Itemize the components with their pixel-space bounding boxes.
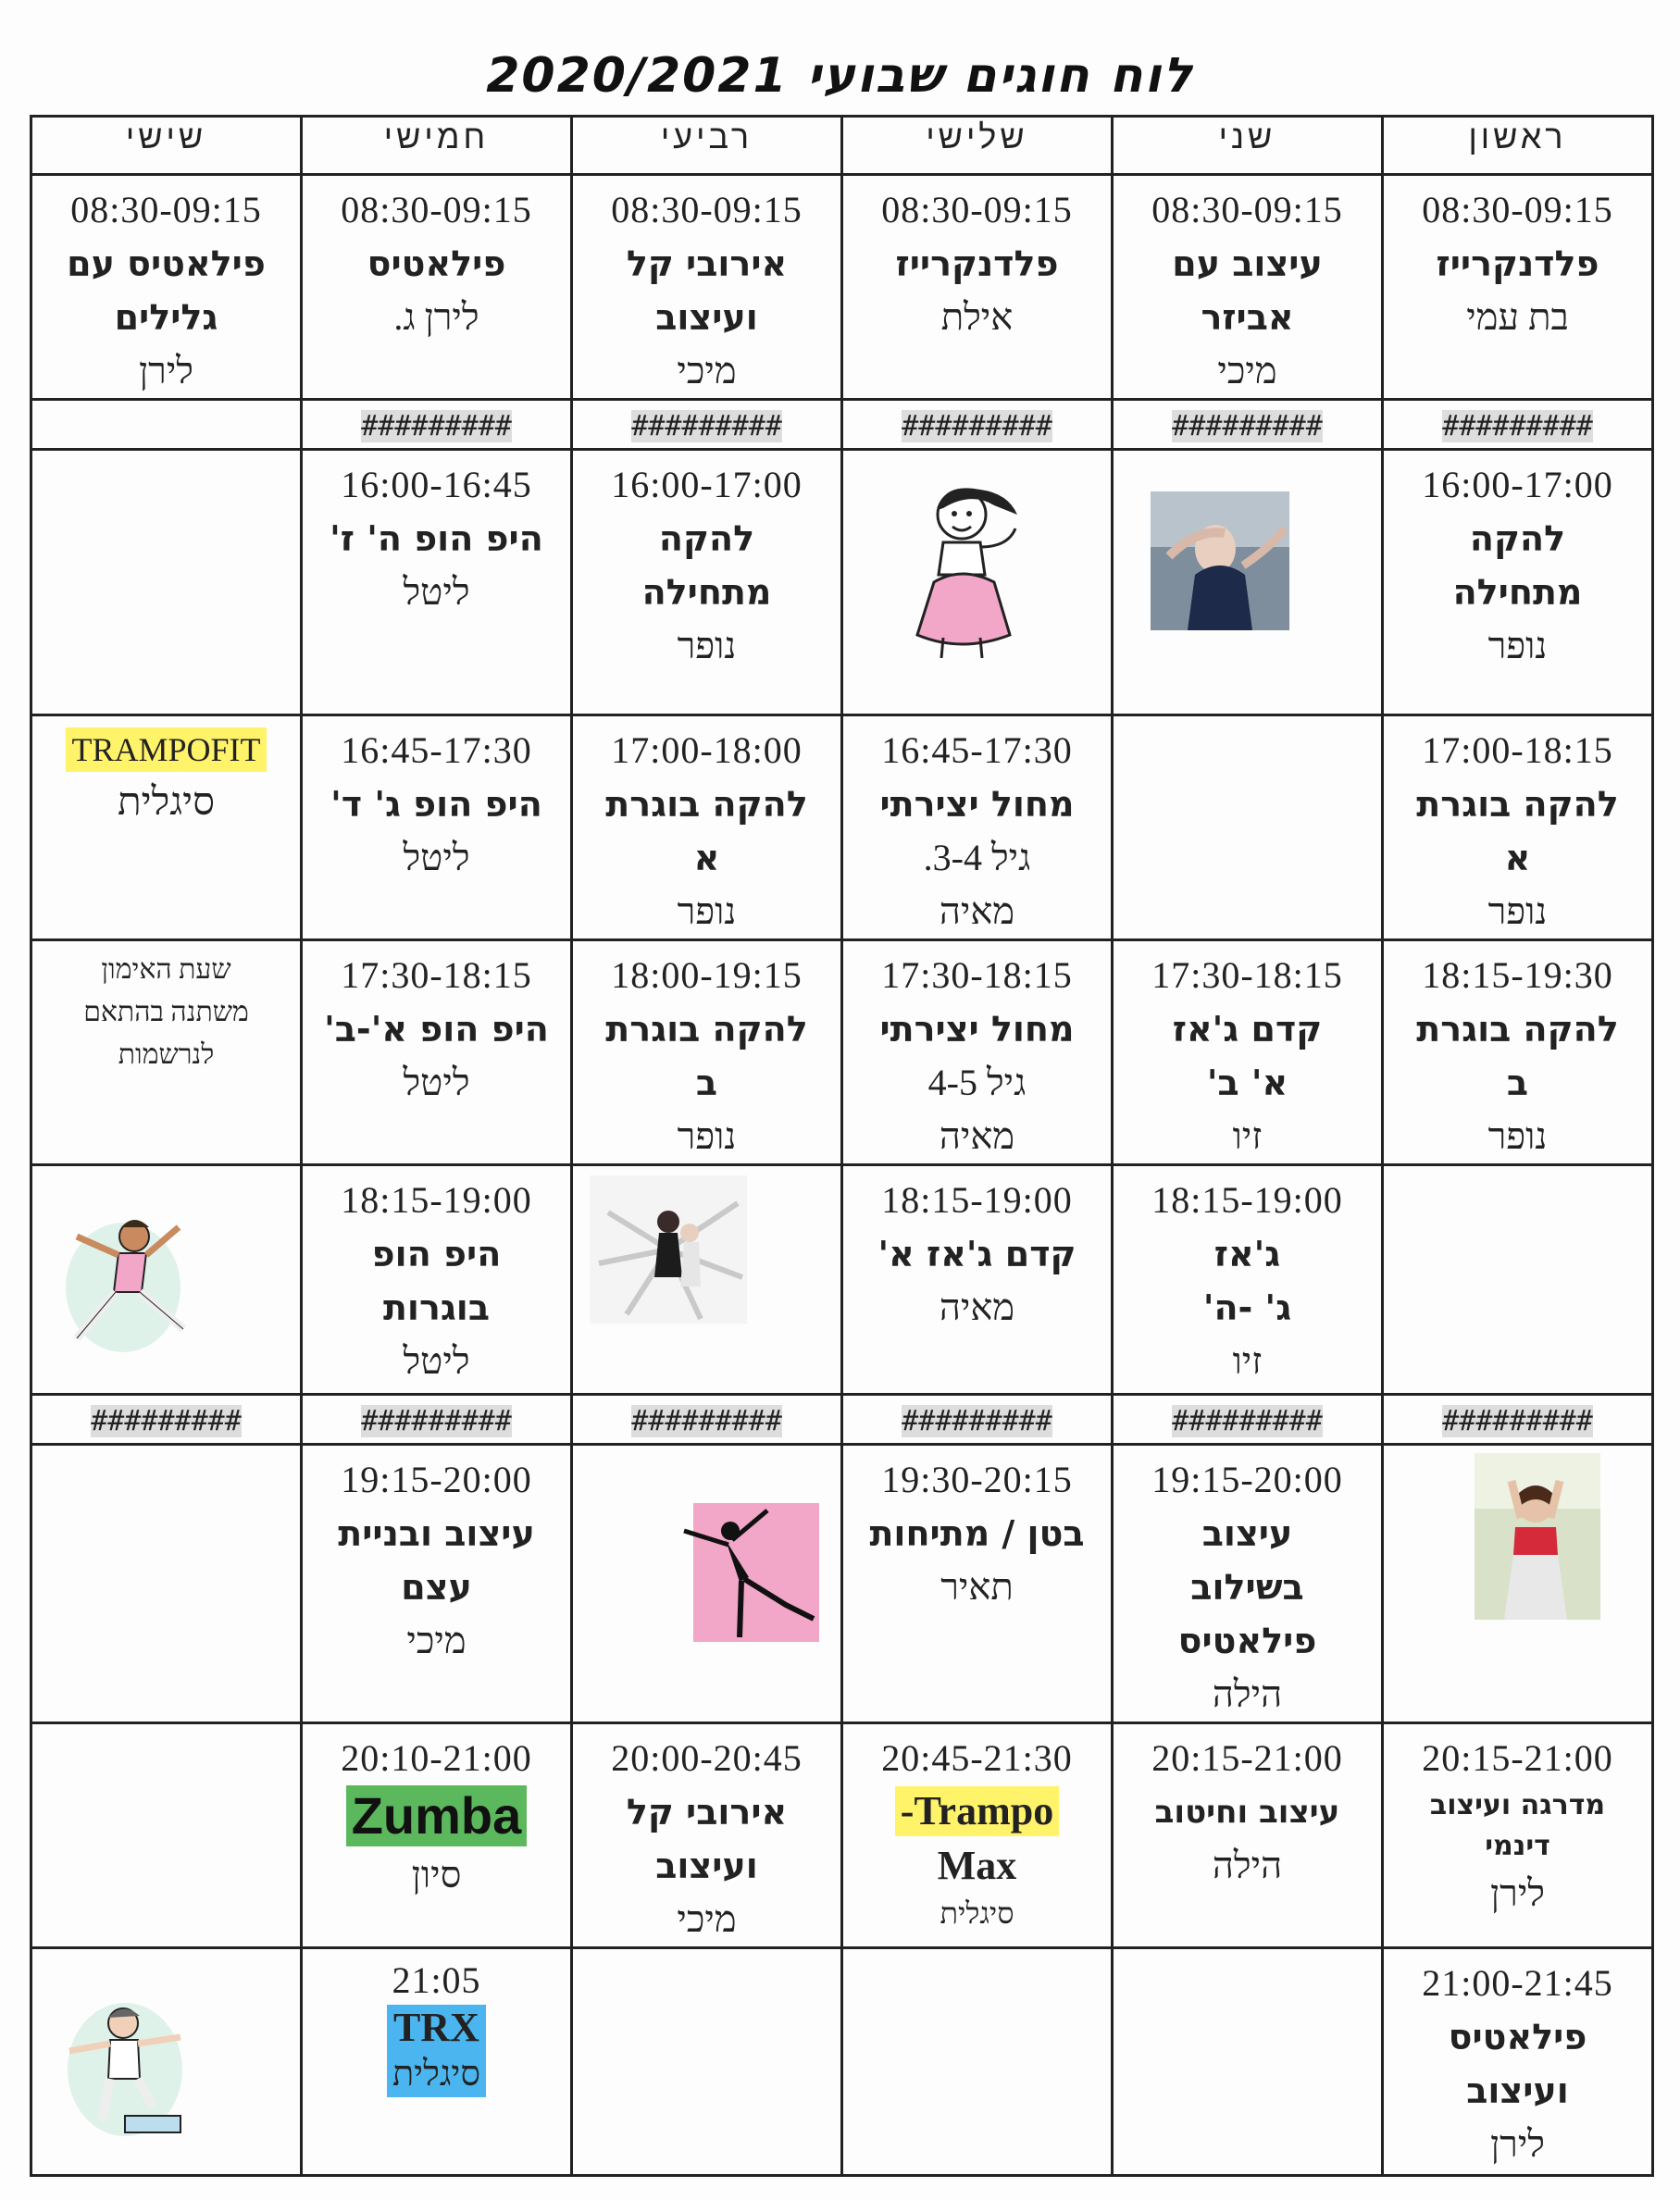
slot-thu-morning: [302, 175, 572, 400]
day-monday: שני: [1113, 117, 1383, 175]
separator-cell: [842, 1395, 1113, 1445]
slot-wed: [572, 715, 842, 940]
slot-teacher: מאיה: [939, 1115, 1015, 1157]
day-wednesday: רביעי: [572, 117, 842, 175]
slot-time: 08:30-09:15: [70, 189, 262, 230]
slot-tue: [842, 715, 1113, 940]
belly-dancer-cartoon: [906, 473, 1045, 667]
schedule-row-morning: [31, 175, 1653, 400]
slot-activity: להקה בוגרת: [1416, 1009, 1619, 1050]
slot-sun-morning: [1383, 175, 1653, 400]
page-title: לוח חוגים שבועי 2020/2021: [486, 48, 1194, 104]
slot-time: 08:30-09:15: [341, 189, 532, 230]
separator-hash: #########: [1172, 1405, 1323, 1437]
slot-activity-line2: עצם: [401, 1567, 472, 1608]
slot-teacher: מיכי: [677, 350, 737, 392]
slot-teacher: מאיה: [939, 890, 1015, 932]
slot-activity-line2: ב: [1506, 1063, 1529, 1103]
slot-fri-morning: [31, 175, 302, 400]
slot-mon: [1113, 1948, 1383, 2176]
header-row: [31, 117, 1653, 175]
slot-teacher: לירן: [1489, 2123, 1546, 2165]
slot-mon-morning: [1113, 175, 1383, 400]
slot-time: 16:45-17:30: [341, 729, 532, 771]
slot-tue: [842, 1948, 1113, 2176]
slot-teacher: נופר: [1487, 1115, 1548, 1157]
slot-thu: [302, 1948, 572, 2176]
separator-hash: #########: [361, 410, 512, 442]
separator-cell: [31, 1395, 302, 1445]
slot-teacher: מיכי: [677, 1898, 737, 1940]
slot-wed: [572, 1948, 842, 2176]
slot-sun: [1383, 1445, 1653, 1723]
slot-activity-line2: מתחילה: [1452, 572, 1583, 613]
slot-sun: [1383, 1165, 1653, 1395]
slot-teacher: אילת: [940, 296, 1014, 338]
slot-activity: להקה בוגרת: [605, 784, 808, 825]
slot-activity-line3: פילאטיס: [1177, 1621, 1317, 1661]
slot-activity: קדם ג'אז א': [877, 1234, 1076, 1274]
separator-hash: #########: [631, 1405, 782, 1437]
note-line: שעת האימון: [101, 954, 231, 985]
slot-teacher: סיגלית: [117, 781, 216, 824]
slot-activity: בטן / מתיחות: [869, 1513, 1085, 1554]
slot-age: גיל 4-5: [927, 1062, 1027, 1103]
slot-activity: קדם ג'אז: [1172, 1009, 1323, 1050]
slot-mon: [1113, 1723, 1383, 1948]
dance-couple-photo: [590, 1175, 747, 1324]
slot-time: 08:30-09:15: [881, 189, 1073, 230]
day-friday: שישי: [31, 117, 302, 175]
separator-cell: [302, 1395, 572, 1445]
separator-hash: #########: [1442, 410, 1593, 442]
separator-hash: #########: [902, 1405, 1052, 1437]
slot-teacher: זיו: [1232, 1115, 1263, 1157]
schedule-row: [31, 715, 1653, 940]
separator-cell: [572, 400, 842, 450]
separator-row: [31, 400, 1653, 450]
slot-teacher: הילה: [1212, 1673, 1283, 1715]
slot-time: 17:30-18:15: [341, 954, 532, 996]
slot-teacher: נופר: [677, 890, 737, 932]
slot-fri: [31, 1165, 302, 1395]
separator-row: [31, 1395, 1653, 1445]
slot-sun: [1383, 1948, 1653, 2176]
slot-teacher: נופר: [1487, 625, 1548, 666]
slot-time: 18:00-19:15: [611, 954, 803, 996]
slot-tue: [842, 1165, 1113, 1395]
separator-cell: [302, 400, 572, 450]
slot-tue-morning: [842, 175, 1113, 400]
slot-activity: עיצוב וחיטוב: [1154, 1794, 1340, 1831]
schedule-row: [31, 1948, 1653, 2176]
slot-time: 17:30-18:15: [1151, 954, 1343, 996]
slot-activity: להקה בוגרת: [605, 1009, 808, 1050]
schedule-row: [31, 1723, 1653, 1948]
slot-time: 08:30-09:15: [1422, 189, 1613, 230]
slot-time: 16:00-16:45: [341, 464, 532, 505]
slot-activity: היפ הופ א'-ב': [324, 1009, 549, 1050]
slot-wed: [572, 1165, 842, 1395]
slot-sun: [1383, 450, 1653, 715]
slot-activity-line2: א: [693, 838, 720, 878]
slot-activity-line2: גלילים: [114, 297, 218, 338]
separator-hash: #########: [361, 1405, 512, 1437]
slot-time: 19:30-20:15: [881, 1459, 1073, 1500]
step-aerobics-cartoon: [51, 1986, 199, 2144]
slot-teacher: מיכי: [1217, 350, 1277, 392]
slot-activity-line2: ועיצוב: [655, 297, 758, 338]
slot-mon: [1113, 715, 1383, 940]
slot-activity-line2: ועיצוב: [1466, 2070, 1569, 2111]
trampofit-badge: TRAMPOFIT: [66, 727, 266, 772]
slot-time: 17:00-18:00: [611, 729, 803, 771]
slot-activity-line2: ועיצוב: [655, 1846, 758, 1886]
slot-thu: [302, 450, 572, 715]
separator-hash: #########: [91, 1405, 242, 1437]
separator-cell: [1113, 1395, 1383, 1445]
slot-fri: [31, 1723, 302, 1948]
separator-hash: #########: [902, 410, 1052, 442]
schedule-row: [31, 1445, 1653, 1723]
slot-wed-morning: [572, 175, 842, 400]
slot-time: 08:30-09:15: [1151, 189, 1343, 230]
dancer-silhouette-pink: [675, 1503, 819, 1642]
slot-teacher: ליטל: [403, 571, 470, 613]
slot-time: 21:05: [392, 1959, 481, 2001]
slot-fri: [31, 1948, 302, 2176]
slot-activity: מחול יצירתי: [879, 784, 1075, 825]
slot-teacher: נופר: [1487, 890, 1548, 932]
slot-activity-line2: דינמי: [1485, 1830, 1550, 1862]
slot-teacher: נופר: [677, 1115, 737, 1157]
slot-teacher: ליטל: [403, 837, 470, 878]
trampo-max-badge: Trampo-: [895, 1786, 1059, 1836]
slot-activity: פלדנקרייז: [895, 243, 1059, 284]
slot-time: 18:15-19:00: [341, 1179, 532, 1221]
slot-thu: [302, 1723, 572, 1948]
separator-hash: #########: [1442, 1405, 1593, 1437]
slot-teacher: לירן ג.: [393, 296, 479, 338]
trx-badge-box: [387, 2005, 486, 2097]
slot-mon: [1113, 1165, 1383, 1395]
slot-time: 20:15-21:00: [1151, 1737, 1343, 1779]
fitness-woman-photo: [1475, 1453, 1600, 1620]
slot-activity: פילאטיס עם: [67, 243, 266, 284]
slot-activity: מדרגה ועיצוב: [1429, 1789, 1606, 1821]
slot-activity: עיצוב ובניית: [338, 1513, 535, 1554]
slot-sun: [1383, 715, 1653, 940]
schedule-row: [31, 940, 1653, 1165]
day-tuesday: שלישי: [842, 117, 1113, 175]
slot-activity: להקה בוגרת: [1416, 784, 1619, 825]
slot-tue: [842, 940, 1113, 1165]
slot-activity: מחול יצירתי: [879, 1009, 1075, 1050]
slot-activity: עיצוב: [1201, 1513, 1293, 1554]
slot-activity-line2: בשילוב: [1190, 1567, 1304, 1608]
slot-tue: [842, 450, 1113, 715]
slot-time: 16:00-17:00: [1422, 464, 1613, 505]
slot-teacher: הילה: [1212, 1845, 1283, 1886]
slot-activity-line2: בוגרות: [382, 1287, 491, 1328]
day-thursday: חמישי: [302, 117, 572, 175]
day-sunday: ראשון: [1383, 117, 1653, 175]
slot-activity-line2: א' ב': [1206, 1063, 1288, 1103]
slot-wed: [572, 1445, 842, 1723]
slot-activity: פילאטיס: [1448, 2017, 1587, 2057]
slot-wed: [572, 940, 842, 1165]
slot-teacher: לירן: [138, 350, 194, 392]
slot-teacher: סיגלית: [940, 1896, 1014, 1930]
note-line: משתנה בהתאם: [83, 997, 249, 1027]
separator-cell: [31, 400, 302, 450]
slot-sun: [1383, 1723, 1653, 1948]
slot-thu: [302, 1165, 572, 1395]
slot-time: 20:00-20:45: [611, 1737, 803, 1779]
schedule-row: [31, 1165, 1653, 1395]
slot-activity: פילאטיס: [367, 243, 506, 284]
slot-thu: [302, 1445, 572, 1723]
slot-time: 16:00-17:00: [611, 464, 803, 505]
separator-cell: [842, 400, 1113, 450]
slot-activity-line2: אביזר: [1201, 297, 1294, 338]
slot-activity: היפ הופ ג' ד': [330, 784, 542, 825]
slot-time: 21:00-21:45: [1422, 1962, 1613, 2004]
slot-wed: [572, 1723, 842, 1948]
separator-cell: [572, 1395, 842, 1445]
slot-activity: להקה: [1469, 518, 1566, 559]
separator-cell: [1383, 1395, 1653, 1445]
slot-teacher: תאיר: [940, 1566, 1014, 1608]
slot-time: 18:15-19:00: [1151, 1179, 1343, 1221]
slot-activity: עיצוב עם: [1172, 243, 1323, 284]
slot-activity-line2: ג' -ה': [1202, 1287, 1292, 1328]
leaping-dancer-cartoon: [49, 1199, 197, 1357]
slot-teacher: סיגלית: [392, 2055, 481, 2094]
slot-fri: [31, 1445, 302, 1723]
slot-tue: [842, 1445, 1113, 1723]
slot-wed: [572, 450, 842, 715]
slot-activity: פלדנקרייז: [1436, 243, 1599, 284]
slot-teacher: בת עמי: [1466, 296, 1569, 338]
slot-thu: [302, 715, 572, 940]
slot-activity-line2: א: [1504, 838, 1531, 878]
note-line: לנרשמות: [118, 1039, 215, 1070]
slot-time: 16:45-17:30: [881, 729, 1073, 771]
ballet-dancer-photo: [1151, 491, 1289, 630]
slot-tue: [842, 1723, 1113, 1948]
slot-activity: היפ הופ ה' ז': [330, 518, 543, 559]
slot-activity: להקה: [658, 518, 755, 559]
slot-fri: [31, 450, 302, 715]
slot-teacher: ליטל: [403, 1340, 470, 1382]
slot-sun: [1383, 940, 1653, 1165]
separator-hash: #########: [1172, 410, 1323, 442]
slot-activity: היפ הופ: [371, 1234, 502, 1274]
slot-teacher: זיו: [1232, 1340, 1263, 1382]
slot-teacher: מאיה: [939, 1286, 1015, 1328]
slot-time: 19:15-20:00: [341, 1459, 532, 1500]
separator-hash: #########: [631, 410, 782, 442]
slot-fri: [31, 940, 302, 1165]
slot-time: 20:10-21:00: [341, 1737, 532, 1779]
slot-activity: אירובי קל: [626, 1792, 788, 1833]
slot-teacher: סיון: [411, 1854, 462, 1895]
slot-fri: [31, 715, 302, 940]
slot-time: 08:30-09:15: [611, 189, 803, 230]
slot-time: 19:15-20:00: [1151, 1459, 1343, 1500]
zumba-badge: Zumba: [346, 1785, 528, 1846]
slot-time: 17:30-18:15: [881, 954, 1073, 996]
slot-mon: [1113, 1445, 1383, 1723]
slot-time: 17:00-18:15: [1422, 729, 1613, 771]
slot-teacher: לירן: [1489, 1872, 1546, 1914]
slot-thu: [302, 940, 572, 1165]
separator-cell: [1113, 400, 1383, 450]
trampo-max-line2: Max: [937, 1843, 1017, 1888]
slot-time: 18:15-19:00: [881, 1179, 1073, 1221]
schedule-table: [30, 115, 1654, 2177]
slot-teacher: ליטל: [403, 1062, 470, 1103]
trx-badge: TRX: [393, 2005, 479, 2050]
slot-teacher: מיכי: [406, 1620, 467, 1661]
slot-age: גיל 3-4.: [923, 837, 1031, 878]
slot-activity: אירובי קל: [626, 243, 788, 284]
slot-activity-line2: מתחילה: [641, 572, 772, 613]
slot-activity-line2: ב: [695, 1063, 718, 1103]
slot-teacher: נופר: [677, 625, 737, 666]
separator-cell: [1383, 400, 1653, 450]
slot-mon: [1113, 450, 1383, 715]
slot-mon: [1113, 940, 1383, 1165]
slot-time: 20:15-21:00: [1422, 1737, 1613, 1779]
slot-time: 18:15-19:30: [1422, 954, 1613, 996]
slot-time: 20:45-21:30: [881, 1737, 1073, 1779]
schedule-row: [31, 450, 1653, 715]
slot-activity: ג'אז: [1213, 1234, 1281, 1274]
